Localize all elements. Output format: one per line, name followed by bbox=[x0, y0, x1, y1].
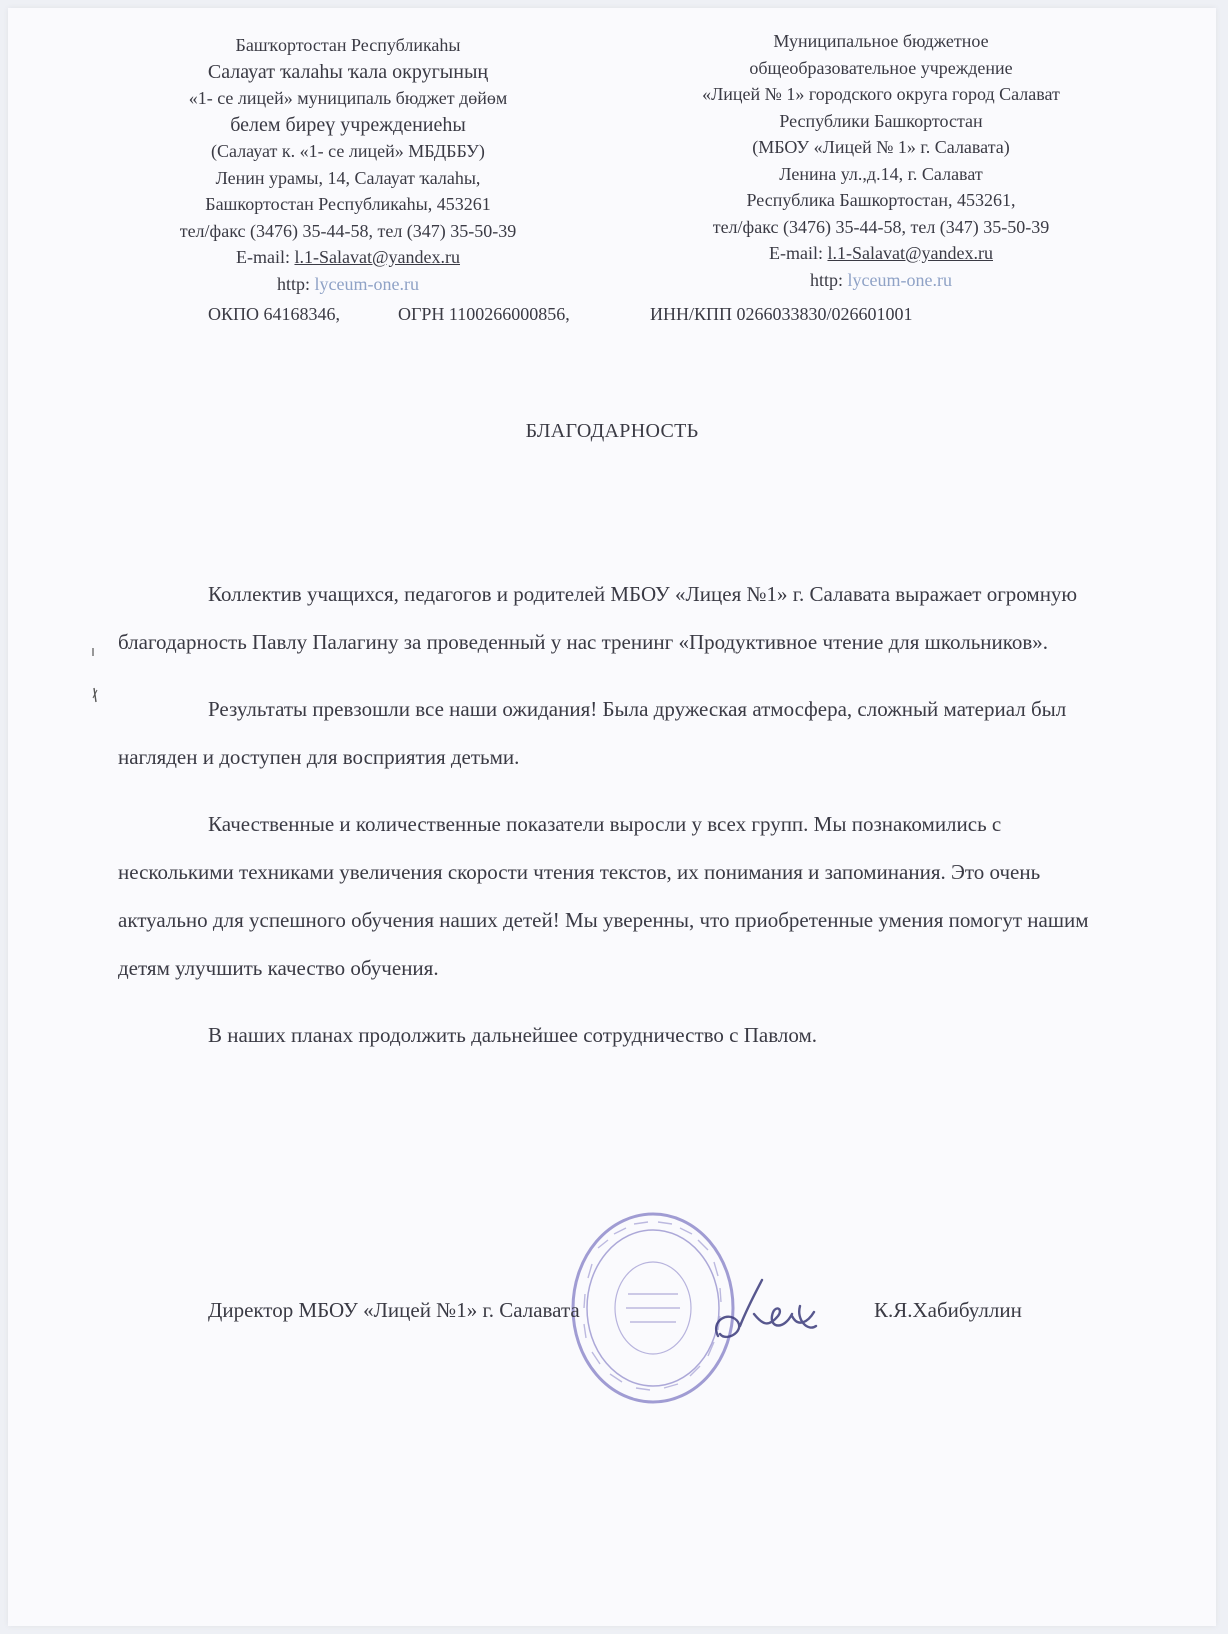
header-left bbox=[108, 32, 588, 297]
header-left-line: тел/факс (3476) 35-44-58, тел (347) 35-50-39 bbox=[179, 220, 517, 241]
document-page bbox=[8, 8, 1216, 1626]
header-left-line: (Салауат к. «1- се лицей» МБДББУ) bbox=[211, 141, 485, 161]
signer-title: Директор МБОУ «Лицей №1» г. Салавата bbox=[208, 1298, 580, 1322]
header-right-email-line bbox=[626, 240, 1136, 267]
header-right bbox=[626, 28, 1136, 293]
inn-kpp-code: ИНН/КПП 0266033830/026601001 bbox=[650, 304, 913, 324]
body-paragraph: Качественные и количественные показатели выросли у всех групп. Мы познакомились с несколькими техниками увеличения скорости чтения текстов, их понимания и запоминания. Это очень актуально для успешного обучения наших детей! Мы уверенны, что приобретенные умения помогут нашим детям улучшить качество обучения. bbox=[118, 812, 1089, 980]
header-right-line: «Лицей № 1» городского округа город Салават bbox=[702, 84, 1060, 104]
header-right-line: Муниципальное бюджетное bbox=[773, 31, 989, 51]
document-title: БЛАГОДАРНОСТЬ bbox=[525, 420, 699, 442]
header-left-line: «1- се лицей» муниципаль бюджет дөйөм bbox=[188, 88, 508, 108]
http-label: http: bbox=[277, 273, 311, 294]
header-left-line: белем биреү учреждениеһы bbox=[230, 113, 466, 136]
website-link[interactable]: lyceum-one.ru bbox=[314, 273, 419, 294]
header-right-line: Ленина ул.,д.14, г. Салават bbox=[779, 163, 983, 184]
margin-marks bbox=[90, 646, 100, 706]
ogrn-code: ОГРН 1100266000856, bbox=[398, 304, 570, 324]
header-left-email-line bbox=[108, 244, 588, 271]
okpo-code: ОКПО 64168346, bbox=[208, 304, 341, 324]
handwritten-signature bbox=[708, 1276, 818, 1356]
website-link[interactable]: lyceum-one.ru bbox=[847, 269, 952, 290]
header-left-line: Салауат ҡалаһы ҡала округының bbox=[207, 60, 489, 83]
header-right-line: Республики Башкортостан bbox=[779, 110, 983, 131]
header-left-line: Башкортостан Республикаһы, 453261 bbox=[205, 194, 491, 214]
signer-name: К.Я.Хабибуллин bbox=[874, 1298, 1022, 1322]
email-link[interactable]: l.1-Salavat@yandex.ru bbox=[827, 243, 993, 263]
header-left-line: Башҡортостан Республикаһы bbox=[235, 35, 461, 55]
body-paragraph: Коллектив учащихся, педагогов и родителей МБОУ «Лицея №1» г. Салавата выражает огромную благодарность Павлу Палагину за проведенный у нас тренинг «Продуктивное чтение для школьников». bbox=[118, 582, 1078, 654]
letter-body bbox=[118, 570, 1108, 1078]
header-right-line: общеобразовательное учреждение bbox=[749, 57, 1013, 78]
body-paragraph: В наших планах продолжить дальнейшее сотрудничество с Павлом. bbox=[208, 1023, 817, 1047]
http-label: http: bbox=[810, 269, 844, 290]
email-label: E-mail: bbox=[768, 243, 823, 263]
body-paragraph: Результаты превзошли все наши ожидания! Была дружеская атмосфера, сложный материал был нагляден и доступен для восприятия детьми. bbox=[118, 697, 1067, 769]
header-left-line: Ленин урамы, 14, Салауат ҡалаһы, bbox=[215, 167, 481, 188]
header-right-line: Республика Башкортостан, 453261, bbox=[746, 190, 1016, 210]
header-right-line: тел/факс (3476) 35-44-58, тел (347) 35-50-39 bbox=[712, 216, 1050, 237]
header-right-http-line bbox=[626, 267, 1136, 294]
email-link[interactable]: l.1-Salavat@yandex.ru bbox=[294, 247, 460, 267]
header-right-line: (МБОУ «Лицей № 1» г. Салавата) bbox=[752, 137, 1010, 157]
header-left-http-line bbox=[108, 271, 588, 298]
email-label: E-mail: bbox=[235, 247, 290, 267]
